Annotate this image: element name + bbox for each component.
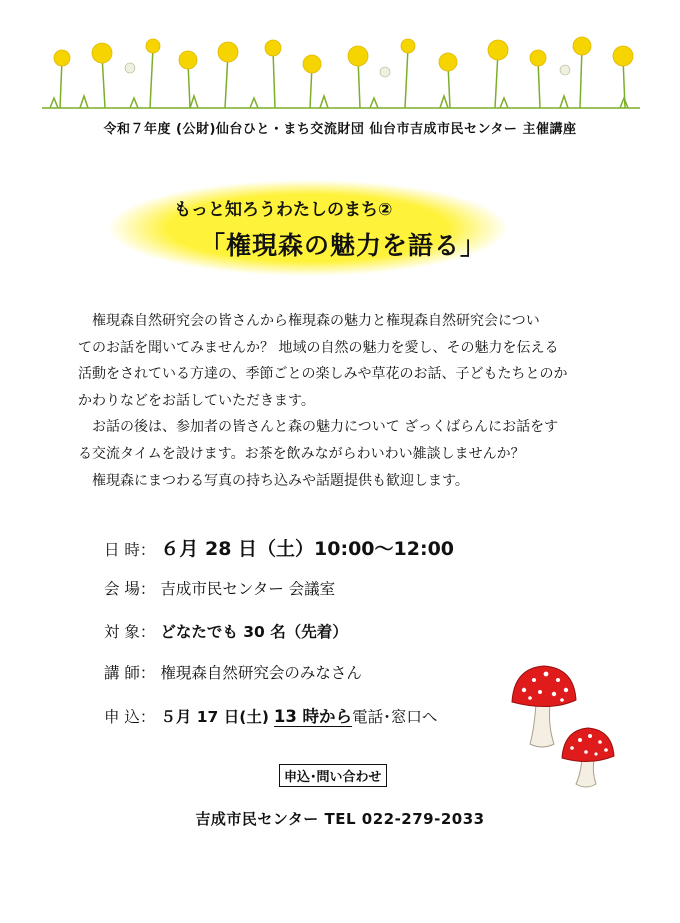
apply-label: 申 込： [104,708,156,726]
lecturer-label: 講 師： [104,664,156,682]
date-label: 日 時： [104,541,156,559]
info-date [104,534,454,561]
info-lecturer [104,661,362,683]
venue-value: 吉成市民センター 会議室 [160,580,336,598]
description-line: かわりなどをお話していただきます。 [78,392,315,409]
dandelion-flowers [54,37,633,73]
apply-method: 電話･窓口へ [352,708,438,726]
apply-date: ５月 17 日(土) [160,708,269,726]
target-value: どなたでも 30 名（先着） [160,623,348,641]
description-line: 権現森自然研究会の皆さんから権現森の魅力と権現森自然研究会につい [78,313,540,329]
date-value: ６月 28 日（土）10:00～12:00 [160,538,455,560]
sponsor-line: 令和７年度 (公財)仙台ひと・まち交流財団 仙台市吉成市民センター 主催講座 [103,122,577,137]
contact-info: 吉成市民センター TEL 022-279-2033 [195,810,485,828]
event-title: 「権現森の魅力を語る」 [200,231,487,260]
description-line: る交流タイムを設けます。お茶を飲みながらわいわい雑談しませんか？ [78,445,525,462]
description-line: 活動をされている方達の、季節ごとの楽しみや草花のお話、子どもたちとのか [78,366,568,383]
venue-label: 会 場： [104,580,156,598]
contact-box-label: 申込･問い合わせ [279,764,387,787]
apply-time: 13 時から [273,707,353,726]
info-apply [104,703,437,727]
lecturer-value: 権現森自然研究会のみなさん [160,664,362,682]
target-label: 対 象： [104,623,156,641]
event-subtitle: もっと知ろうわたしのまち② [174,200,393,220]
description-line: てのお話を聞いてみませんか？ 地域の自然の魅力を愛し、その魅力を伝える [78,339,559,356]
mushroom-illustration [510,660,620,790]
description-line: お話の後は、参加者の皆さんと森の魅力について ざっくばらんにお話をす [78,419,559,436]
flower-banner-illustration [40,30,640,110]
info-venue [104,577,335,599]
grass [42,96,640,108]
event-description [78,308,618,494]
description-line: 権現森にまつわる写真の持ち込みや話題提供も歓迎します。 [78,472,469,489]
info-target [104,620,348,642]
